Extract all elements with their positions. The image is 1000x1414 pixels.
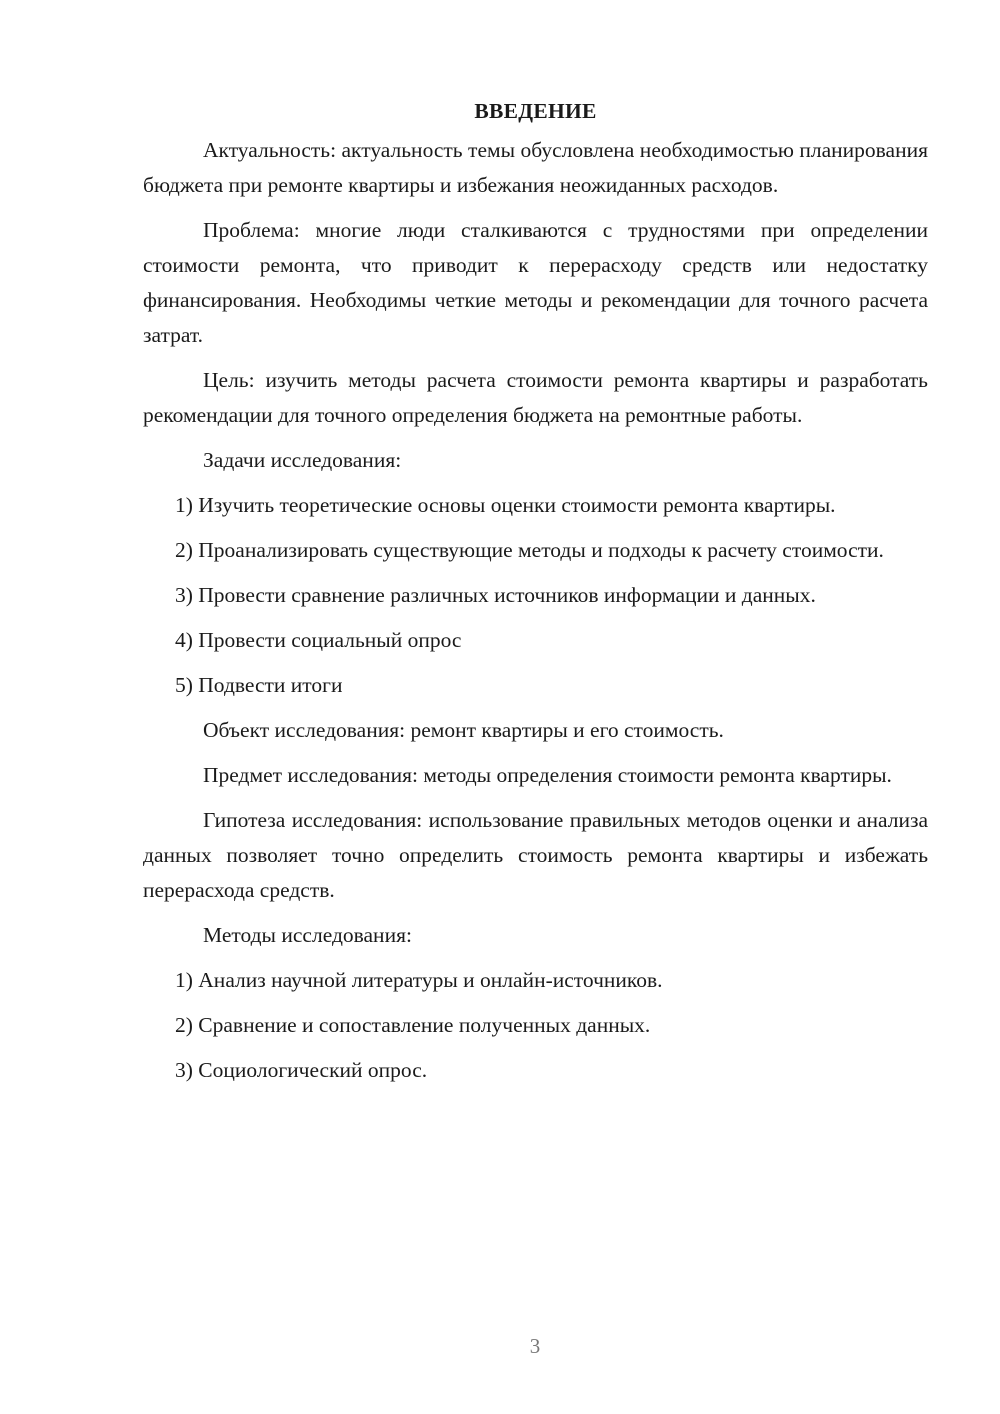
task-item-3: 3) Провести сравнение различных источников информации и данных. [175,583,816,607]
paragraph-hypothesis: Гипотеза исследования: использование правильных методов оценки и анализа данных позволяет точно определить стоимость ремонта квартиры и избежать перерасхода средств. [143,808,928,902]
paragraph-subject: Предмет исследования: методы определения стоимости ремонта квартиры. [203,763,892,787]
task-item-1: 1) Изучить теоретические основы оценки стоимости ремонта квартиры. [175,493,836,517]
method-item-1: 1) Анализ научной литературы и онлайн-источников. [175,968,663,992]
page-number: 3 [529,1334,541,1358]
method-item-2: 2) Сравнение и сопоставление полученных данных. [175,1013,651,1037]
paragraph-object: Объект исследования: ремонт квартиры и его стоимость. [203,718,724,742]
methods-heading: Методы исследования: [203,923,412,947]
tasks-heading: Задачи исследования: [203,448,402,472]
document-body [143,96,928,1098]
section-title: ВВЕДЕНИЕ [474,99,597,123]
method-item-3: 3) Социологический опрос. [175,1058,428,1082]
task-item-2: 2) Проанализировать существующие методы и подходы к расчету стоимости. [175,538,884,562]
task-item-4: 4) Провести социальный опрос [175,628,462,652]
paragraph-goal: Цель: изучить методы расчета стоимости ремонта квартиры и разработать рекомендации для точного определения бюджета на ремонтные работы. [143,368,928,427]
paragraph-problem: Проблема: многие люди сталкиваются с трудностями при определении стоимости ремонта, что приводит к перерасходу средств или недостатку финансирования. Необходимы четкие методы и рекомендации для точного расчета затрат. [143,218,928,347]
paragraph-relevance: Актуальность: актуальность темы обусловлена необходимостью планирования бюджета при ремонте квартиры и избежания неожиданных расходов. [143,138,928,197]
task-item-5: 5) Подвести итоги [175,673,343,697]
